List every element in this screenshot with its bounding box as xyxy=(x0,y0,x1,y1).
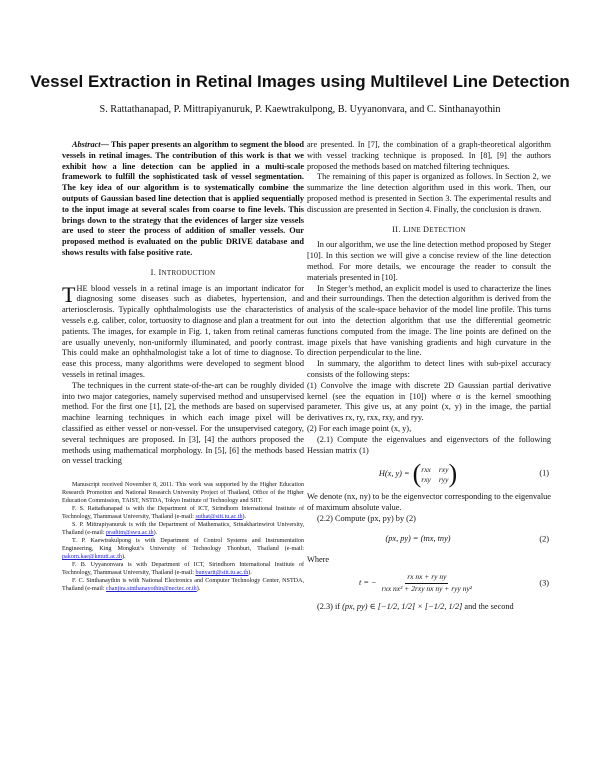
line-paragraph-1: In our algorithm, we use the line detection method proposed by Steger [10]. In this section we will give a concise review of the line detection method. For more details, we encourage the reader to consult the materials presented in [10]. xyxy=(307,240,551,282)
hessian-matrix: ( rxx rxy rxy ryy ) xyxy=(412,459,458,489)
intro-paragraph-1: THE blood vessels in a retinal image is an important indicator for diagnosing some diseases such as diabetes, hypertension, and arteriosclerosis. Typically ophthalmologists use the characteristics of vessels e.g. caliber, color, tortuosity to diagnose and plan a treatment for patients. The images, for example in Fig. 1, taken from retinal cameras are usually unevenly, non-uniformly illuminated, and poorly contrast. This could make an ophthalmologist take a lot of time to diagnose. To ease this process, many algorithms were developed to segment blood vessels in retinal images. xyxy=(62,281,304,379)
line-paragraph-2: In Steger’s method, an explicit model is used to characterize the lines and their surroundings. Then the detection algorithm is derived from the analysis of the scale-space behavior of the model line profile. This turns out into the detection algorithm that use the differential geometric functions computed from the image. The line points are defined on the image pixels that have vanishing gradients and high curvature in the direction perpendicular to the line. xyxy=(307,283,551,358)
email-link[interactable]: bunyarit@siit.tu.ac.th xyxy=(195,570,249,577)
equation-3: t = − $\frac{\text{rx nx + ry ny}}{\text{rxx nx² + 2rxy nx ny + ryy ny²}}$ (3) xyxy=(358,572,549,593)
intro-paragraph-3: are presented. In [7], the combination of a graph-theoretical algorithm with vessel tracking technique is proposed. In [8], [9] the authors proposed the methods based on matched filtering techniques. xyxy=(307,140,551,171)
footnote-author-1: F. S. Rattathanapad is with the Department of ICT, Sirindhorn International Institute of Technology, Thammasat University, Thailand (e-mail: suthat@siit.tu.ac.th). xyxy=(62,506,304,521)
equation-2: (px, py) = (tnx, tny) (2) xyxy=(385,534,549,544)
step-2: (2) For each image point (x, y), xyxy=(307,423,412,433)
email-link[interactable]: chanjira.sinthanayothin@nectec.or.th xyxy=(106,586,197,593)
email-link[interactable]: praditm@swu.ac.th xyxy=(106,530,154,537)
eq1-lhs: H(x, y) = xyxy=(378,468,410,478)
author-list: S. Rattathanapad, P. Mittrapiyanuruk, P. Kaewtrakulpong, B. Uyyanonvara, and C. Sinthanayothin xyxy=(99,104,501,115)
abstract-text: — This paper presents an algorithm to segment the blood vessels in retinal images. The contribution of this work is that we exhibit how a line detection can be applied in a multi-scale framework to fulfill the sophisticated task of vessel segmentation. The key idea of our algorithm is to systematically combine the outputs of Gaussian based line detection that is applied sequentially to the input image at several scales from coarse to fine levels. This brings down to the strategy that the evidences of larger size vessels are used to steer the process of addition of smaller vessels. Our proposed method is evaluated on the public DRIVE database and shows results with false positive rate. xyxy=(62,140,304,257)
step-1: (1) Convolve the image with discrete 2D Gaussian partial derivative kernel (see the equation in [10]) where σ is the kernel smoothing parameter. This give us, at any point (x, y) in the image, the partial derivatives rx, ry, rxx, rxy, and ryy. xyxy=(307,380,551,423)
abstract xyxy=(62,140,304,259)
footnote-author-4: F. B. Uyyanonvara is with Department of ICT, Sirindhorn International Institute of Technology, Thammasat University, Thailand (e-mail: bunyarit@siit.tu.ac.th). xyxy=(62,562,304,577)
equation-number: (3) xyxy=(539,578,549,588)
equation-number: (2) xyxy=(539,534,549,544)
intro-paragraph-2: The techniques in the current state-of-the-art can be roughly divided into two major categories, namely supervised method and unsupervised method. For the first one [1], [2], the methods are based on supervised machine learning techniques in which each image pixel will be classified as either vessel or non-vessel. For the unsupervised category, several techniques are proposed. In [3], [4] the authors proposed the methods using mathematical morphology. In [5], [6] the methods based on vessel tracking xyxy=(62,380,304,466)
intro-paragraph-4: The remaining of this paper is organized as follows. In Section 2, we summarize the line detection algorithm used in this work. Then, our proposed method is presented in Section 3. The experimental results and discussion are presented in Section 4. Finally, the conclusion is drawn. xyxy=(307,172,551,214)
right-column xyxy=(307,140,551,612)
abstract-label: Abstract xyxy=(72,140,101,149)
footnote-manuscript: Manuscript received November 8, 2011. This work was supported by the Higher Education Research Promotion and National Research University Project of Thailand, Office of the Higher Education Commission, TAIST, NSTDA, Tokyo Institute of Technology and SIIT. xyxy=(62,482,304,505)
footnote-author-5: F. C. Sinthanaythin is with National Electronics and Computer Technology Center, NSTDA, Thailand (e-mail: chanjira.sinthanayothin@nectec.or.th). xyxy=(62,578,304,593)
email-link[interactable]: pakorn.kae@kmutt.ac.th xyxy=(62,554,122,561)
fraction: $\frac{\text{rx nx + ry ny}}{\text{rxx nx² + 2rxy nx ny + ryy ny²}}$ xyxy=(381,572,473,593)
step-2-1: (2.1) Compute the eigenvalues and eigenvectors of the following Hessian matrix (1) xyxy=(307,434,551,455)
drop-cap: T xyxy=(62,281,76,307)
where-text: Where xyxy=(307,554,330,564)
line-paragraph-3: In summary, the algorithm to detect lines with sub-pixel accuracy consists of the following steps: xyxy=(307,359,551,379)
step-2-2: (2.2) Compute (px, py) by (2) xyxy=(317,513,416,523)
left-column xyxy=(62,140,304,593)
equation-number: (1) xyxy=(539,468,549,478)
section-heading-line-detection: II. LINE DETECTION xyxy=(392,224,466,234)
section-heading-introduction: I. INTRODUCTION xyxy=(150,267,216,277)
email-link[interactable]: suthat@siit.tu.ac.th xyxy=(195,514,243,521)
step-2-3: (2.3) if (px, py) ∈ [−1/2, 1/2] × [−1/2, 1/2] and the second xyxy=(317,601,514,611)
paper-title: Vessel Extraction in Retinal Images using Multilevel Line Detection xyxy=(30,72,570,91)
denote-text: We denote (nx, ny) to be the eigenvector corresponding to the eigenvalue of maximum absolute value. xyxy=(307,492,551,513)
footnote-author-2: S. P. Mittrapiyanuruk is with the Department of Mathematics, Srinakharinwirot University, Thailand (e-mail: praditm@swu.ac.th). xyxy=(62,522,304,537)
footnote-author-3: T. P. Kaewtrakulpong is with Department of Control Systems and Instrumentation Engineering, King Mongkut’s University of Technology Thonburi, Thailand (e-mail: pakorn.kae@kmutt.ac.th). xyxy=(62,538,304,561)
equation-1 xyxy=(307,459,551,489)
